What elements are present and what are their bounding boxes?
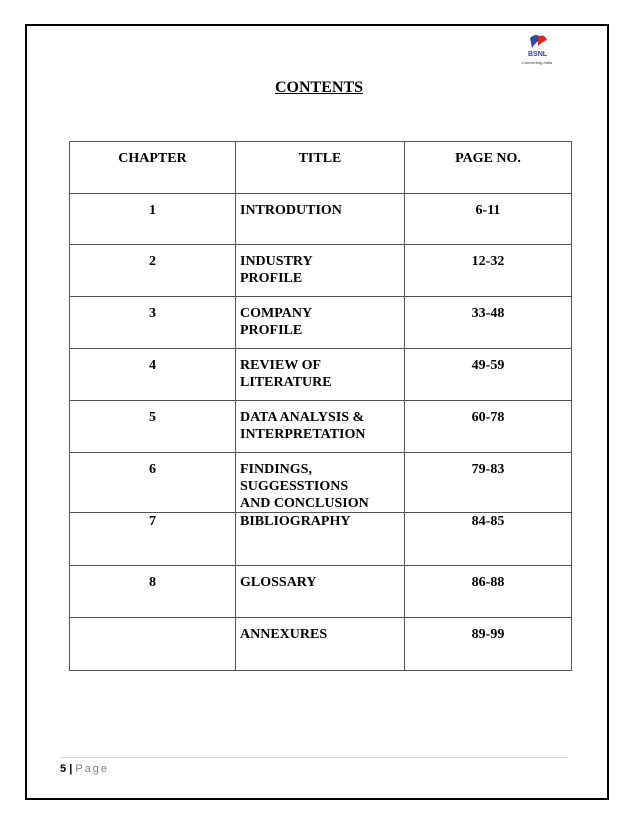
title-line: INTRODUTION	[240, 203, 342, 218]
title-line: GLOSSARY	[240, 575, 317, 590]
page-no-cell: 49-59	[405, 349, 572, 401]
title-line: COMPANY	[240, 306, 313, 321]
title-line: FINDINGS,	[240, 462, 312, 477]
title-line: PROFILE	[240, 323, 303, 338]
table-row	[70, 618, 572, 671]
header-page-no: PAGE NO.	[405, 142, 572, 194]
page-no-cell: 89-99	[405, 618, 572, 671]
chapter-cell	[70, 618, 236, 671]
title-line: PROFILE	[240, 271, 303, 286]
chapter-cell: 5	[70, 401, 236, 453]
title-line: BIBLIOGRAPHY	[240, 514, 351, 529]
title-cell	[236, 513, 405, 566]
title-cell	[236, 566, 405, 618]
table-row	[70, 194, 572, 245]
page-footer	[60, 763, 109, 775]
footer-divider	[60, 757, 568, 758]
page-no-cell: 86-88	[405, 566, 572, 618]
page-number: 5	[60, 763, 67, 775]
page-title: CONTENTS	[274, 79, 364, 96]
table-row	[70, 349, 572, 401]
logo-tagline: Connecting India	[522, 60, 553, 65]
table-row	[70, 245, 572, 297]
table-row	[70, 566, 572, 618]
title-line: LITERATURE	[240, 375, 332, 390]
title-cell	[236, 618, 405, 671]
page-no-cell: 12-32	[405, 245, 572, 297]
table-header-row	[70, 142, 572, 194]
logo-brand: BSNL	[528, 51, 548, 58]
title-cell	[236, 245, 405, 297]
chapter-cell: 8	[70, 566, 236, 618]
chapter-cell: 2	[70, 245, 236, 297]
title-cell	[236, 297, 405, 349]
footer-separator: |	[69, 763, 73, 775]
table-row	[70, 297, 572, 349]
chapter-cell: 6	[70, 453, 236, 513]
title-line: AND CONCLUSION	[240, 496, 369, 511]
page-no-cell: 84-85	[405, 513, 572, 566]
table-row	[70, 453, 572, 513]
page-label: Page	[75, 763, 110, 775]
title-cell	[236, 349, 405, 401]
title-line: ANNEXURES	[240, 627, 328, 642]
table-row	[70, 401, 572, 453]
title-cell	[236, 453, 405, 513]
title-line: INTERPRETATION	[240, 427, 366, 442]
title-line: SUGGESSTIONS	[240, 479, 349, 494]
chapter-cell: 4	[70, 349, 236, 401]
contents-table	[69, 141, 572, 671]
page-no-cell: 60-78	[405, 401, 572, 453]
page-no-cell: 33-48	[405, 297, 572, 349]
title-cell	[236, 401, 405, 453]
chapter-cell: 1	[70, 194, 236, 245]
page-no-cell: 79-83	[405, 453, 572, 513]
header-chapter: CHAPTER	[70, 142, 236, 194]
table-row	[70, 513, 572, 566]
title-cell	[236, 194, 405, 245]
title-line: DATA ANALYSIS &	[240, 410, 365, 425]
title-line: REVIEW OF	[240, 358, 322, 373]
chapter-cell: 7	[70, 513, 236, 566]
header-title: TITLE	[236, 142, 405, 194]
page-no-cell: 6-11	[405, 194, 572, 245]
chapter-cell: 3	[70, 297, 236, 349]
title-line: INDUSTRY	[240, 254, 313, 269]
